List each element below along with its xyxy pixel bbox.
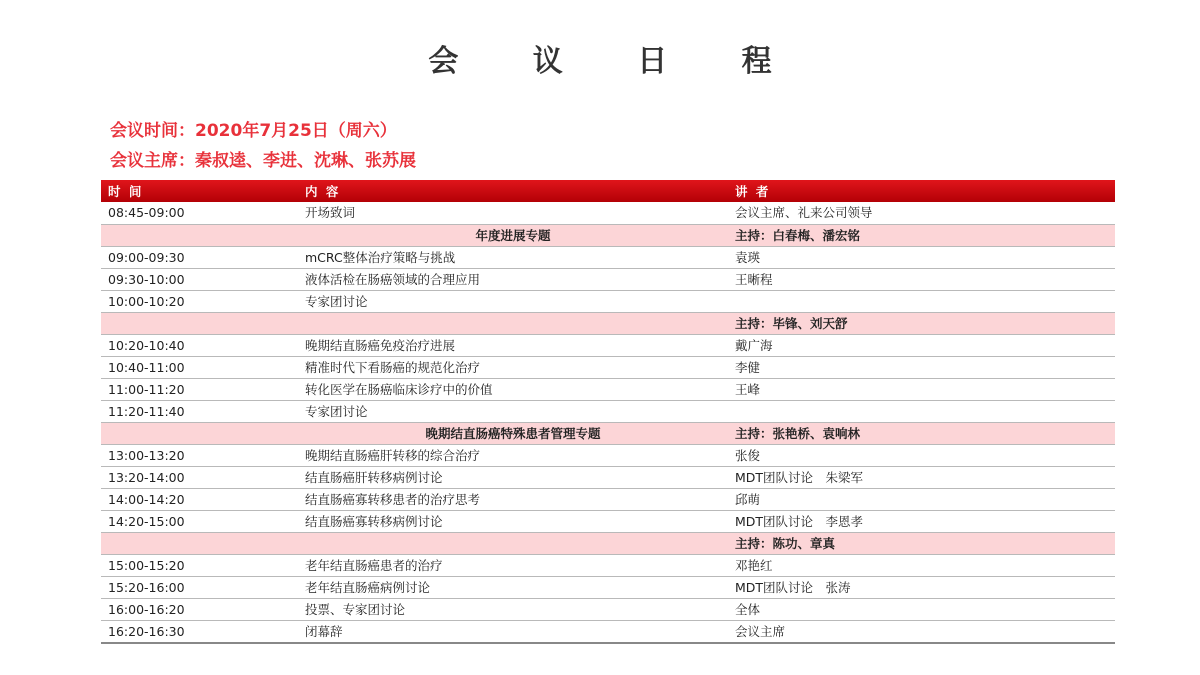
cell-speaker: MDT团队讨论 张涛 bbox=[728, 576, 1115, 598]
cell-content: 精准时代下看肠癌的规范化治疗 bbox=[298, 356, 728, 378]
cell-content: 晚期结直肠癌肝转移的综合治疗 bbox=[298, 444, 728, 466]
cell-time: 10:20-10:40 bbox=[101, 334, 298, 356]
section-spacer bbox=[101, 532, 298, 554]
cell-speaker: 邱萌 bbox=[728, 488, 1115, 510]
cell-time: 11:20-11:40 bbox=[101, 400, 298, 422]
meeting-chair: 会议主席：秦叔逵、李进、沈琳、张苏展 bbox=[110, 151, 416, 171]
cell-content: 晚期结直肠癌免疫治疗进展 bbox=[298, 334, 728, 356]
table-row bbox=[101, 598, 1115, 620]
cell-speaker: MDT团队讨论 李恩孝 bbox=[728, 510, 1115, 532]
cell-time: 14:20-15:00 bbox=[101, 510, 298, 532]
schedule-body bbox=[101, 202, 1115, 643]
cell-time: 13:00-13:20 bbox=[101, 444, 298, 466]
section-host: 主持：白春梅、潘宏铭 bbox=[728, 224, 1115, 246]
cell-speaker: 张俊 bbox=[728, 444, 1115, 466]
cell-content: 结直肠癌肝转移病例讨论 bbox=[298, 466, 728, 488]
section-host: 主持：张艳桥、袁响林 bbox=[728, 422, 1115, 444]
table-row bbox=[101, 488, 1115, 510]
cell-speaker: 王晰程 bbox=[728, 268, 1115, 290]
section-title bbox=[298, 312, 728, 334]
table-row bbox=[101, 400, 1115, 422]
cell-time: 15:00-15:20 bbox=[101, 554, 298, 576]
section-title bbox=[298, 532, 728, 554]
header-content: 内 容 bbox=[298, 180, 728, 202]
cell-time: 09:00-09:30 bbox=[101, 246, 298, 268]
table-row bbox=[101, 510, 1115, 532]
section-title: 晚期结直肠癌特殊患者管理专题 bbox=[298, 422, 728, 444]
cell-content: 闭幕辞 bbox=[298, 620, 728, 643]
table-row bbox=[101, 268, 1115, 290]
section-row bbox=[101, 532, 1115, 554]
table-row bbox=[101, 576, 1115, 598]
cell-content: 液体活检在肠癌领域的合理应用 bbox=[298, 268, 728, 290]
header-speaker: 讲 者 bbox=[728, 180, 1115, 202]
section-row bbox=[101, 422, 1115, 444]
cell-speaker: MDT团队讨论 朱梁军 bbox=[728, 466, 1115, 488]
cell-speaker: 邓艳红 bbox=[728, 554, 1115, 576]
table-row bbox=[101, 554, 1115, 576]
cell-time: 15:20-16:00 bbox=[101, 576, 298, 598]
table-row bbox=[101, 246, 1115, 268]
section-spacer bbox=[101, 224, 298, 246]
cell-speaker: 李健 bbox=[728, 356, 1115, 378]
cell-content: 转化医学在肠癌临床诊疗中的价值 bbox=[298, 378, 728, 400]
cell-time: 11:00-11:20 bbox=[101, 378, 298, 400]
section-host: 主持：毕锋、刘天舒 bbox=[728, 312, 1115, 334]
meeting-time: 会议时间：2020年7月25日（周六） bbox=[110, 121, 397, 141]
cell-time: 10:40-11:00 bbox=[101, 356, 298, 378]
cell-speaker: 会议主席 bbox=[728, 620, 1115, 643]
table-row bbox=[101, 620, 1115, 643]
schedule-table bbox=[101, 180, 1115, 644]
cell-time: 16:20-16:30 bbox=[101, 620, 298, 643]
cell-content: 投票、专家团讨论 bbox=[298, 598, 728, 620]
section-spacer bbox=[101, 422, 298, 444]
table-row bbox=[101, 444, 1115, 466]
cell-content: 老年结直肠癌患者的治疗 bbox=[298, 554, 728, 576]
section-host: 主持：陈功、章真 bbox=[728, 532, 1115, 554]
cell-content: 结直肠癌寡转移病例讨论 bbox=[298, 510, 728, 532]
cell-speaker: 王峰 bbox=[728, 378, 1115, 400]
table-row bbox=[101, 356, 1115, 378]
cell-speaker bbox=[728, 290, 1115, 312]
section-row bbox=[101, 312, 1115, 334]
table-row bbox=[101, 334, 1115, 356]
table-row bbox=[101, 202, 1115, 224]
cell-content: 专家团讨论 bbox=[298, 290, 728, 312]
cell-content: mCRC整体治疗策略与挑战 bbox=[298, 246, 728, 268]
cell-speaker: 全体 bbox=[728, 598, 1115, 620]
page-title: 会 议 日 程 bbox=[428, 44, 804, 79]
section-row bbox=[101, 224, 1115, 246]
cell-time: 13:20-14:00 bbox=[101, 466, 298, 488]
header-time: 时 间 bbox=[101, 180, 298, 202]
table-row bbox=[101, 290, 1115, 312]
cell-speaker bbox=[728, 400, 1115, 422]
table-header-row bbox=[101, 180, 1115, 202]
cell-content: 老年结直肠癌病例讨论 bbox=[298, 576, 728, 598]
cell-content: 结直肠癌寡转移患者的治疗思考 bbox=[298, 488, 728, 510]
cell-content: 开场致词 bbox=[298, 202, 728, 224]
cell-time: 16:00-16:20 bbox=[101, 598, 298, 620]
cell-speaker: 戴广海 bbox=[728, 334, 1115, 356]
section-spacer bbox=[101, 312, 298, 334]
cell-time: 10:00-10:20 bbox=[101, 290, 298, 312]
table-row bbox=[101, 378, 1115, 400]
cell-speaker: 会议主席、礼来公司领导 bbox=[728, 202, 1115, 224]
section-title: 年度进展专题 bbox=[298, 224, 728, 246]
cell-time: 08:45-09:00 bbox=[101, 202, 298, 224]
cell-content: 专家团讨论 bbox=[298, 400, 728, 422]
cell-speaker: 袁瑛 bbox=[728, 246, 1115, 268]
cell-time: 14:00-14:20 bbox=[101, 488, 298, 510]
cell-time: 09:30-10:00 bbox=[101, 268, 298, 290]
table-row bbox=[101, 466, 1115, 488]
